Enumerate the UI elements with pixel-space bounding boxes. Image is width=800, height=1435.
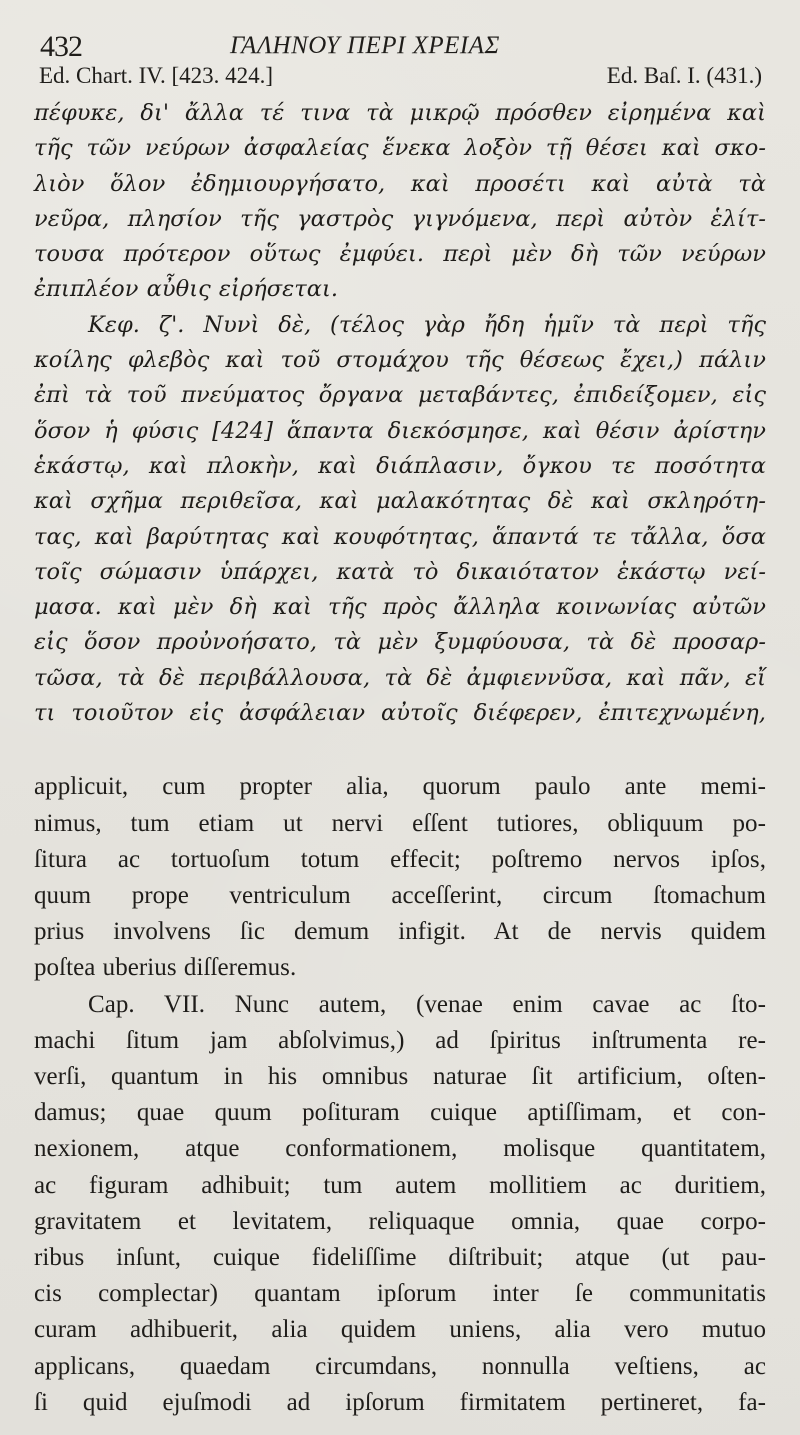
running-head [34,20,766,62]
greek-line: τοῖς σώμασιν ὑπάρχει, κατὰ τὸ δικαιότατον ἑκάστῳ νεί- [34,558,766,585]
greek-line: τῆς τῶν νεύρων ἀσφαλείας ἕνεκα λοξὸν τῇ θέσει καὶ σκο- [34,135,766,162]
latin-line: poſtea uberius diſſeremus. [34,954,297,982]
latin-line: ac figuram adhibuit; tum autem mollitiem ac duritiem, [34,1171,766,1199]
greek-line: τι τοιοῦτον εἰς ἀσφάλειαν αὐτοῖς διέφερεν, ἐπιτεχνωμένη, [34,700,766,727]
greek-line: νεῦρα, πλησίον τῆς γαστρὸς γιγνόμενα, περὶ αὐτὸν ἑλίτ- [34,205,766,232]
greek-text-block [34,96,766,731]
greek-line: τῶσα, τὰ δὲ περιβάλλουσα, τὰ δὲ ἀμφιεννῦσα, καὶ πᾶν, εἴ [34,664,766,691]
latin-line: applicuit, cum propter alia, quorum paulo ante memi- [34,773,766,801]
edition-chart-reference: Ed. Chart. IV. [423. 424.] [39,63,274,88]
latin-text-block [34,769,766,1421]
latin-chapter-heading-line: Cap. VII. Nunc autem, (venae enim cavae ac ſto- [88,990,766,1018]
greek-line: μασα. καὶ μὲν δὴ καὶ τῆς πρὸς ἄλληλα κοινωνίας αὐτῶν [34,594,766,621]
latin-line: verſi, quantum in his omnibus naturae ſit artificium, oſten- [34,1062,766,1090]
latin-line: curam adhibuerit, alia quidem uniens, alia vero mutuo [34,1316,766,1344]
greek-chapter-heading-line: Κεφ. ζ'. Νυνὶ δὲ, (τέλος γὰρ ἤδη ἡμῖν τὰ περὶ τῆς [88,311,766,338]
latin-line: ſi quid ejuſmodi ad ipſorum firmitatem pertineret, fa- [34,1388,766,1416]
greek-line: ἐπιπλέον αὖθις εἰρήσεται. [34,276,339,303]
greek-line: ἐπὶ τὰ τοῦ πνεύματος ὄργανα μεταβάντες, ἐπιδείξομεν, εἰς [34,382,766,409]
latin-line: nimus, tum etiam ut nervi eſſent tutiores, obliquum po- [34,809,766,837]
latin-line: gravitatem et levitatem, reliquaque omnia, quae corpo- [34,1207,766,1235]
greek-line: καὶ σχῆμα περιθεῖσα, καὶ μαλακότητας δὲ καὶ σκληρότη- [34,488,766,515]
edition-basel-reference: Ed. Baſ. I. (431.) [606,63,762,88]
greek-line: τουσα πρότερον οὕτως ἐμφύει. περὶ μὲν δὴ τῶν νεύρων [34,241,766,268]
latin-line: quum prope ventriculum acceſſerint, circum ſtomachum [34,881,766,909]
latin-line: nexionem, atque conformationem, molisque quantitatem, [34,1135,766,1163]
greek-line: ἑκάστῳ, καὶ πλοκὴν, καὶ διάπλασιν, ὄγκου τε ποσότητα [34,452,766,479]
greek-line: εἰς ὅσον προὐνοήσατο, τὰ μὲν ξυμφύουσα, τὰ δὲ προσαρ- [34,629,766,656]
latin-line: ribus inſunt, cuique fideliſſime diſtribuit; atque (ut pau- [34,1243,766,1271]
latin-line: machi ſitum jam abſolvimus,) ad ſpiritus inſtrumenta re- [34,1026,766,1054]
latin-line: applicans, quaedam circumdans, nonnulla veſtiens, ac [34,1352,766,1380]
latin-line: ſitura ac tortuoſum totum effecit; poſtremo nervos ipſos, [34,845,766,873]
greek-line: πέφυκε, δι' ἄλλα τέ τινα τὰ μικρῷ πρόσθεν εἰρημένα καὶ [34,100,766,126]
greek-line: τας, καὶ βαρύτητας καὶ κουφότητας, ἅπαντά τε τἄλλα, ὅσα [34,523,766,550]
greek-line: λιὸν ὅλον ἐδημιουργήσατο, καὶ προσέτι καὶ αὐτὰ τὰ [34,170,766,197]
greek-line: ὅσον ἡ φύσις [424] ἅπαντα διεκόσμησε, καὶ θέσιν ἀρίστην [34,417,766,444]
latin-line: damus; quae quum poſituram cuique aptiſſimam, et con- [34,1099,766,1127]
greek-line: κοίλης φλεβὸς καὶ τοῦ στομάχου τῆς θέσεως ἔχει,) πάλιν [34,347,766,374]
running-title: ΓΑΛΗΝΟΥ ΠΕΡΙ ΧΡΕΙΑΣ [230,32,500,59]
edition-reference-line [34,62,766,100]
latin-line: prius involvens ſic demum infigit. At de nervis quidem [34,918,766,946]
page-number: 432 [40,30,82,63]
latin-line: cis complectar) quantam ipſorum inter ſe communitatis [34,1280,766,1308]
